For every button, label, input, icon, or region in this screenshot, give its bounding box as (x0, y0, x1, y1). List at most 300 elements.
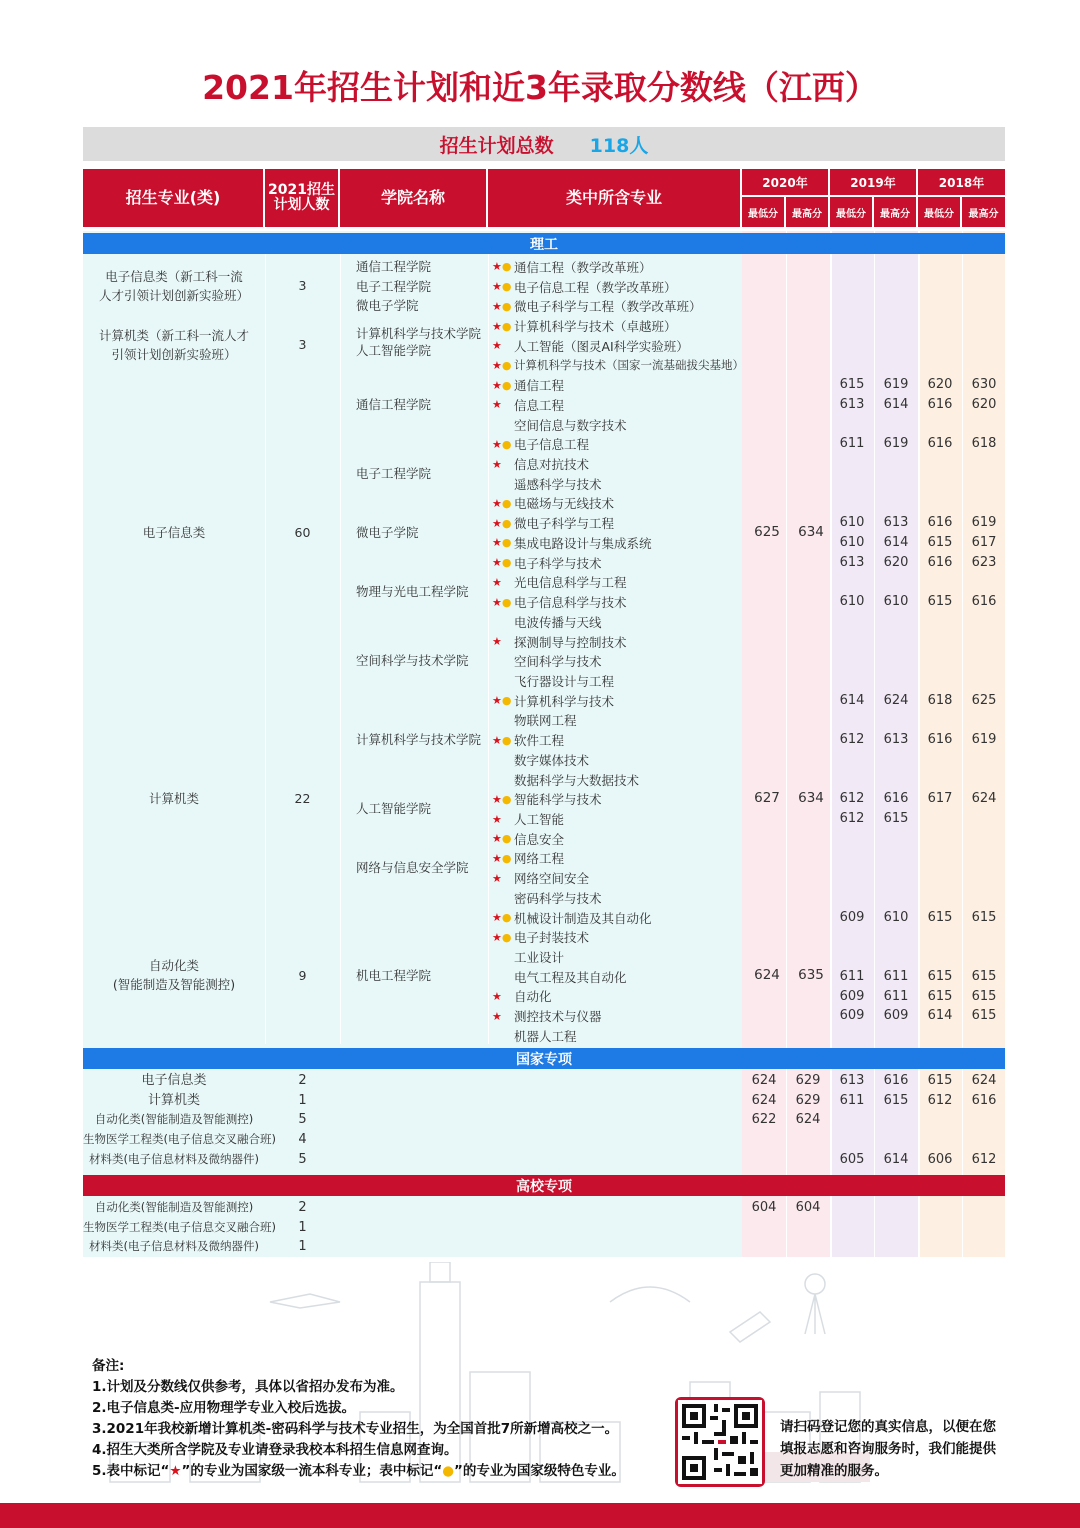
score-cell: 611 (839, 1092, 865, 1108)
dot-icon: ● (501, 516, 512, 530)
marker (492, 280, 514, 293)
major-name: 工业设计 (514, 950, 565, 966)
major-row (492, 671, 614, 691)
major-name: 计算机科学与技术 (514, 693, 615, 709)
major-row (492, 356, 744, 376)
major-row (492, 770, 639, 790)
score-cell: 604 (795, 1200, 821, 1215)
marker (492, 596, 514, 609)
major-name: 计算机科学与技术（国家一流基础拔尖基地） (514, 358, 744, 373)
score-cell: 619 (883, 377, 909, 393)
score-cell: 619 (971, 515, 997, 531)
major-name: 飞行器设计与工程 (514, 673, 615, 689)
marker (492, 438, 514, 451)
dot-icon: ● (501, 851, 512, 865)
star-icon: ★ (492, 851, 502, 865)
major-name: 信息对抗技术 (514, 457, 590, 473)
dot-icon: ● (501, 319, 512, 333)
major-name: 探测制导与控制技术 (514, 634, 627, 650)
score-cell: 618 (971, 436, 997, 452)
group-plan: 60 (294, 525, 311, 540)
group-name: 计算机类（新工科一流人才 引领计划创新实验班） (98, 328, 249, 362)
major-name: 集成电路设计与集成系统 (514, 535, 652, 551)
major-row (492, 336, 689, 356)
dot-icon: ● (501, 496, 512, 510)
special-name: 计算机类 (147, 1092, 200, 1108)
major-row (492, 1006, 602, 1026)
star-icon: ★ (492, 556, 502, 570)
star-icon: ★ (492, 595, 502, 609)
group-2020-min: 624 (754, 967, 780, 983)
marker (492, 813, 514, 826)
college-name: 通信工程学院 电子工程学院 微电子学院 (356, 259, 432, 314)
dot-icon: ● (501, 299, 512, 313)
marker (492, 852, 514, 865)
college-name: 空间科学与技术学院 (356, 653, 469, 668)
marker (492, 635, 514, 648)
score-cell: 612 (839, 791, 865, 807)
star-icon: ★ (492, 930, 502, 944)
special-name: 材料类(电子信息材料及微纳器件) (89, 1151, 259, 1166)
group-2020-max: 634 (798, 790, 824, 806)
special-name: 生物医学工程类(电子信息交叉融合班) (83, 1132, 276, 1147)
dot-icon: ● (501, 595, 512, 609)
dot-icon: ● (442, 1463, 455, 1479)
special-name: 材料类(电子信息材料及微纳器件) (89, 1239, 259, 1254)
score-cell: 615 (927, 988, 953, 1004)
score-cell: 609 (839, 988, 865, 1004)
special-plan: 5 (298, 1151, 307, 1167)
major-row (492, 868, 589, 888)
score-cell: 619 (883, 436, 909, 452)
header-min: 最低分 (742, 197, 786, 227)
star-icon: ★ (492, 280, 502, 294)
major-name: 网络空间安全 (514, 871, 590, 887)
score-cell: 622 (751, 1112, 777, 1128)
score-cell: 609 (839, 909, 865, 925)
special-name: 自动化类(智能制造及智能测控) (94, 1200, 254, 1214)
major-row (492, 632, 627, 652)
major-name: 电磁场与无线技术 (514, 496, 615, 512)
score-cell: 615 (971, 968, 997, 984)
star-icon: ★ (492, 299, 502, 313)
notes-heading: 备注: (92, 1358, 125, 1374)
major-row (492, 849, 564, 869)
major-name: 密码科学与技术 (514, 890, 602, 906)
score-cell: 616 (927, 436, 953, 452)
major-row (492, 967, 627, 987)
star-icon: ★ (492, 358, 502, 372)
score-cell: 615 (971, 988, 997, 1004)
header-plan-line2: 计划人数 (273, 197, 330, 213)
marker (492, 458, 514, 471)
score-cell: 615 (927, 535, 953, 551)
major-row (492, 277, 677, 297)
score-cell: 620 (883, 554, 909, 570)
major-row (492, 829, 564, 849)
group-name: 自动化类 (智能制造及智能测控) (112, 958, 236, 992)
group-plan: 9 (298, 968, 307, 983)
header-max: 最高分 (786, 197, 830, 227)
star-icon: ★ (492, 536, 502, 550)
score-cell: 615 (971, 1008, 997, 1024)
score-cell: 611 (883, 968, 909, 984)
major-row (492, 573, 627, 593)
score-cell: 610 (883, 909, 909, 925)
star-icon: ★ (492, 378, 502, 392)
major-name: 空间科学与技术 (514, 654, 602, 670)
dot-icon: ● (501, 358, 512, 372)
score-cell: 615 (883, 811, 909, 827)
score-cell: 611 (883, 988, 909, 1004)
group-plan: 22 (294, 791, 311, 806)
score-cell: 615 (927, 594, 953, 610)
header-year-2019: 2019年 (830, 169, 918, 197)
dot-icon: ● (501, 733, 512, 747)
college-name: 通信工程学院 (356, 397, 432, 412)
group-plan: 3 (298, 278, 307, 293)
header-majors: 类中所含专业 (488, 169, 742, 227)
score-cell: 615 (927, 1073, 953, 1088)
note-item: 1.计划及分数线仅供参考，具体以省招办发布为准。 (92, 1379, 404, 1395)
major-name: 遥感科学与技术 (514, 476, 602, 492)
marker (492, 517, 514, 530)
score-cell: 609 (839, 1008, 865, 1024)
special-plan: 1 (298, 1239, 307, 1255)
qr-code-icon (678, 1400, 762, 1484)
total-plan-bar (83, 127, 1005, 161)
major-name: 人工智能 (514, 812, 565, 827)
major-row (492, 987, 552, 1007)
score-cell: 615 (927, 968, 953, 984)
score-cell: 615 (927, 909, 953, 925)
group-2020-max: 634 (798, 524, 824, 540)
star-icon: ★ (492, 398, 502, 412)
score-cell: 630 (971, 377, 997, 393)
score-cell: 610 (839, 515, 865, 531)
score-cell: 614 (883, 535, 909, 551)
star-icon: ★ (492, 812, 502, 826)
star-icon: ★ (492, 911, 502, 925)
star-icon: ★ (492, 989, 502, 1003)
qr-code[interactable] (675, 1397, 765, 1487)
score-cell: 615 (883, 1092, 909, 1108)
star-icon: ★ (492, 694, 502, 708)
college-name: 网络与信息安全学院 (356, 860, 469, 875)
major-row (492, 711, 577, 731)
score-cell: 612 (839, 732, 865, 748)
major-name: 信息工程 (514, 397, 565, 413)
major-name: 通信工程 (514, 378, 565, 394)
page-title: 2021年招生计划和近3年录取分数线（江西） (202, 68, 878, 107)
score-cell: 616 (883, 791, 909, 807)
score-cell: 620 (971, 397, 997, 413)
header-year-2018: 2018年 (918, 169, 1005, 197)
major-row (492, 888, 602, 908)
score-cell: 606 (927, 1151, 953, 1167)
score-cell: 624 (751, 1073, 777, 1088)
marker (492, 872, 514, 885)
major-row (492, 454, 589, 474)
score-cell: 620 (927, 377, 953, 393)
dot-icon: ● (501, 536, 512, 550)
group-2020-max: 635 (798, 967, 824, 983)
college-name: 人工智能学院 (356, 801, 432, 816)
section-gaoxiao: 高校专项 (83, 1175, 1005, 1196)
major-name: 电子封装技术 (514, 930, 590, 946)
score-cell: 624 (883, 692, 909, 708)
score-cell: 612 (927, 1092, 953, 1108)
score-cell: 610 (839, 535, 865, 551)
star-icon: ★ (492, 575, 502, 589)
major-name: 网络工程 (514, 851, 565, 867)
star-icon: ★ (492, 635, 502, 649)
major-name: 电波传播与天线 (514, 614, 602, 630)
total-plan-label: 招生计划总数 (439, 134, 554, 157)
major-name: 微电子科学与工程 (514, 516, 615, 532)
star-icon: ★ (492, 457, 502, 471)
major-name: 人工智能（图灵AI科学实验班） (514, 338, 689, 354)
dot-icon: ● (501, 930, 512, 944)
marker (492, 990, 514, 1003)
major-row (492, 730, 564, 750)
score-cell: 616 (927, 732, 953, 748)
marker (492, 832, 514, 845)
marker (492, 931, 514, 944)
major-name: 通信工程（教学改革班） (514, 259, 652, 275)
college-name: 物理与光电工程学院 (356, 584, 469, 599)
college-name: 计算机科学与技术学院 人工智能学院 (356, 326, 482, 358)
college-name: 计算机科学与技术学院 (356, 732, 482, 747)
major-name: 机器人工程 (514, 1028, 577, 1044)
star-icon: ★ (492, 1009, 502, 1023)
group-name: 电子信息类 (142, 525, 206, 540)
star-icon: ★ (492, 733, 502, 747)
major-name: 电子科学与技术 (514, 555, 602, 571)
major-row (492, 513, 614, 533)
marker (492, 300, 514, 313)
score-cell: 616 (883, 1073, 909, 1088)
major-name: 电子信息工程 (514, 437, 590, 453)
score-cell: 624 (795, 1112, 821, 1128)
major-row (492, 395, 564, 415)
major-row (492, 434, 589, 454)
group-plan: 3 (298, 337, 307, 352)
group-2020-min: 627 (754, 790, 780, 806)
group-2020-min: 625 (754, 524, 780, 540)
header-max: 最高分 (962, 197, 1005, 227)
marker (492, 497, 514, 510)
marker (492, 1010, 514, 1023)
score-cell: 614 (883, 397, 909, 413)
score-cell: 613 (883, 515, 909, 531)
major-name: 测控技术与仪器 (514, 1009, 602, 1025)
score-cell: 614 (927, 1008, 953, 1024)
dot-icon: ● (501, 280, 512, 294)
score-cell: 610 (883, 594, 909, 610)
star-icon: ★ (492, 437, 502, 451)
score-cell: 624 (971, 791, 997, 807)
dot-icon: ● (501, 832, 512, 846)
note-item-5: 5.表中标记“★”的专业为国家级一流本科专业；表中标记“●”的专业为国家级特色专业。 (92, 1463, 625, 1479)
dot-icon: ● (501, 556, 512, 570)
score-cell: 614 (883, 1151, 909, 1167)
score-cell: 604 (751, 1200, 777, 1215)
group-name: 计算机类 (148, 791, 199, 806)
score-cell: 616 (927, 554, 953, 570)
special-plan: 2 (298, 1073, 307, 1088)
score-cell: 615 (971, 909, 997, 925)
dot-icon: ● (501, 437, 512, 451)
marker (492, 576, 514, 589)
score-cell: 629 (795, 1073, 821, 1088)
header-major-class: 招生专业(类) (83, 169, 265, 227)
star-icon: ★ (492, 792, 502, 806)
major-name: 软件工程 (514, 733, 565, 749)
total-plan-value: 118人 (589, 134, 649, 157)
score-cell: 629 (795, 1092, 821, 1108)
major-name: 信息安全 (514, 831, 565, 847)
major-name: 自动化 (514, 989, 552, 1005)
special-name: 电子信息类 (141, 1073, 207, 1088)
major-row (492, 691, 614, 711)
dot-icon: ● (501, 694, 512, 708)
score-cell: 605 (839, 1151, 865, 1167)
major-row (492, 375, 564, 395)
header-year-2020: 2020年 (742, 169, 830, 197)
major-row (492, 947, 564, 967)
special-plan: 2 (298, 1200, 307, 1215)
header-plan-line1: 2021招生 (268, 181, 335, 198)
major-name: 电子信息工程（教学改革班） (514, 279, 677, 295)
star-icon: ★ (169, 1463, 182, 1479)
major-row (492, 533, 652, 553)
score-cell: 609 (883, 1008, 909, 1024)
score-cell: 624 (971, 1073, 997, 1088)
score-cell: 614 (839, 692, 865, 708)
header-max: 最高分 (874, 197, 918, 227)
star-icon: ★ (492, 832, 502, 846)
score-cell: 610 (839, 594, 865, 610)
score-cell: 612 (971, 1151, 997, 1167)
notes (92, 1356, 625, 1482)
score-cell: 617 (971, 535, 997, 551)
score-cell: 618 (927, 692, 953, 708)
score-cell: 613 (839, 554, 865, 570)
score-cell: 612 (839, 811, 865, 827)
score-cell: 623 (971, 554, 997, 570)
score-cell: 616 (971, 594, 997, 610)
star-icon: ★ (492, 496, 502, 510)
score-cell: 624 (751, 1092, 777, 1108)
major-name: 空间信息与数字技术 (514, 417, 627, 433)
major-row (492, 592, 627, 612)
header-college: 学院名称 (340, 169, 488, 227)
marker (492, 556, 514, 569)
dot-icon: ● (501, 260, 512, 274)
major-name: 物联网工程 (514, 713, 577, 729)
major-row (492, 296, 702, 316)
score-cell: 619 (971, 732, 997, 748)
special-name: 生物医学工程类(电子信息交叉融合班) (83, 1219, 276, 1234)
group-name: 电子信息类（新工科一流 人才引领计划创新实验班） (98, 269, 249, 303)
marker (492, 694, 514, 707)
college-name: 电子工程学院 (356, 466, 432, 481)
marker (492, 260, 514, 273)
major-row (492, 927, 589, 947)
score-cell: 616 (927, 515, 953, 531)
major-row (492, 494, 614, 514)
header-min: 最低分 (830, 197, 874, 227)
major-row (492, 553, 602, 573)
marker (492, 379, 514, 392)
marker (492, 398, 514, 411)
special-name: 自动化类(智能制造及智能测控) (94, 1112, 254, 1127)
major-row (492, 789, 602, 809)
score-cell: 616 (927, 397, 953, 413)
major-name: 智能科学与技术 (514, 792, 602, 808)
score-cell: 625 (971, 692, 997, 708)
header-plan (265, 169, 340, 227)
major-name: 机械设计制造及其自动化 (514, 910, 652, 926)
major-name: 数字媒体技术 (514, 752, 590, 768)
college-name: 微电子学院 (356, 525, 419, 540)
star-icon: ★ (492, 516, 502, 530)
note-item: 3.2021年我校新增计算机类-密码科学与技术专业招生，为全国首批7所新增高校之一。 (92, 1421, 619, 1437)
major-name: 光电信息科学与工程 (514, 575, 627, 591)
major-name: 电气工程及其自动化 (514, 969, 627, 985)
score-cell: 613 (883, 732, 909, 748)
major-row (492, 257, 652, 277)
major-name: 微电子科学与工程（教学改革班） (514, 299, 702, 315)
dot-icon: ● (501, 378, 512, 392)
marker (492, 911, 514, 924)
major-name: 电子信息科学与技术 (514, 595, 627, 611)
score-cell: 611 (839, 436, 865, 452)
marker (492, 339, 514, 352)
major-row (492, 316, 677, 336)
score-cell: 615 (839, 377, 865, 393)
star-icon: ★ (492, 319, 502, 333)
major-row (492, 474, 602, 494)
major-row (492, 750, 589, 770)
marker (492, 359, 514, 372)
major-name: 计算机科学与技术（卓越班） (514, 319, 677, 334)
bottom-bar (0, 1503, 1080, 1528)
college-name: 机电工程学院 (356, 968, 432, 983)
marker (492, 793, 514, 806)
star-icon: ★ (492, 260, 502, 274)
dot-icon: ● (501, 792, 512, 806)
major-row (492, 1026, 577, 1046)
special-plan: 1 (298, 1219, 307, 1235)
marker (492, 536, 514, 549)
note-item: 4.招生大类所含学院及专业请登录我校本科招生信息网查询。 (92, 1442, 458, 1458)
major-row (492, 415, 627, 435)
score-cell: 617 (927, 791, 953, 807)
qr-note: 请扫码登记您的真实信息，以便在您填报志愿和咨询服务时，我们能提供更加精准的服务。 (780, 1419, 996, 1479)
special-plan: 1 (298, 1092, 307, 1108)
marker (492, 734, 514, 747)
note-item: 2.电子信息类-应用物理学专业入校后选拔。 (92, 1400, 356, 1416)
score-cell: 613 (839, 397, 865, 413)
section-guojia: 国家专项 (83, 1048, 1005, 1069)
star-icon: ★ (492, 871, 502, 885)
dot-icon: ● (501, 911, 512, 925)
section-ligong: 理工 (83, 233, 1005, 254)
special-plan: 4 (298, 1132, 307, 1148)
score-cell: 616 (971, 1092, 997, 1108)
